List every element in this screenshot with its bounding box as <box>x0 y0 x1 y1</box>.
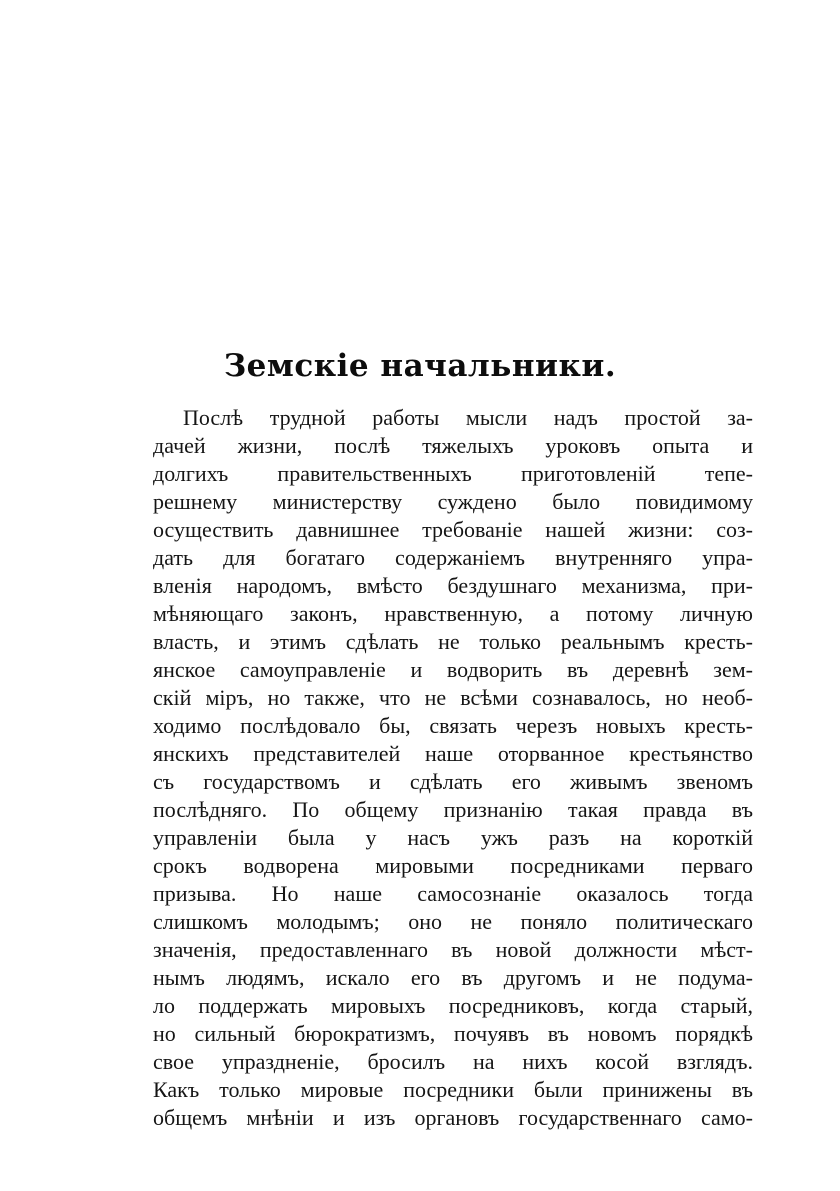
text-line: осуществить давнишнее требованіе нашей жизни: соз- <box>153 517 753 542</box>
text-line: янское самоуправленіе и водворить въ деревнѣ зем- <box>153 657 753 682</box>
text-line: свое упраздненіе, бросилъ на нихъ косой взглядъ. <box>153 1049 753 1074</box>
text-line: общемъ мнѣніи и изъ органовъ государственнаго само- <box>153 1105 753 1130</box>
text-line: ходимо послѣдовало бы, связать черезъ новыхъ кресть- <box>153 713 753 738</box>
text-line: Послѣ трудной работы мысли надъ простой за- <box>183 405 753 430</box>
text-line: дачей жизни, послѣ тяжелыхъ уроковъ опыта и <box>153 433 753 458</box>
text-line: мѣняющаго законъ, нравственную, а потому личную <box>153 601 753 626</box>
text-line: слишкомъ молодымъ; оно не поняло политическаго <box>153 909 753 934</box>
chapter-title: Земскіе начальники. <box>223 348 617 384</box>
text-line: скій міръ, но также, что не всѣми сознавалось, но необ- <box>153 685 753 710</box>
text-line: срокъ водворена мировыми посредниками перваго <box>153 853 753 878</box>
text-line: решнему министерству суждено было повидимому <box>153 489 753 514</box>
text-line: значенія, предоставленнаго въ новой должности мѣст- <box>153 937 753 962</box>
text-line: вленія народомъ, вмѣсто бездушнаго механизма, при- <box>153 573 753 598</box>
text-line: дать для богатаго содержаніемъ внутренняго упра- <box>153 545 753 570</box>
text-line: нымъ людямъ, искало его въ другомъ и не подума- <box>153 965 753 990</box>
text-line: янскихъ представителей наше оторванное крестьянство <box>153 741 753 766</box>
text-line: управленіи была у насъ ужъ разъ на короткій <box>153 825 753 850</box>
text-line: призыва. Но наше самосознаніе оказалось тогда <box>153 881 753 906</box>
text-line: власть, и этимъ сдѣлать не только реальнымъ кресть- <box>153 629 753 654</box>
text-line: съ государствомъ и сдѣлать его живымъ звеномъ <box>153 769 753 794</box>
text-line: ло поддержать мировыхъ посредниковъ, когда старый, <box>153 993 753 1018</box>
text-line: Какъ только мировые посредники были принижены въ <box>153 1077 753 1102</box>
text-line: послѣдняго. По общему признанію такая правда въ <box>153 797 753 822</box>
chapter-body <box>153 404 753 1132</box>
text-line: но сильный бюрократизмъ, почуявъ въ новомъ порядкѣ <box>153 1021 753 1046</box>
text-line: долгихъ правительственныхъ приготовленій тепе- <box>153 461 753 486</box>
